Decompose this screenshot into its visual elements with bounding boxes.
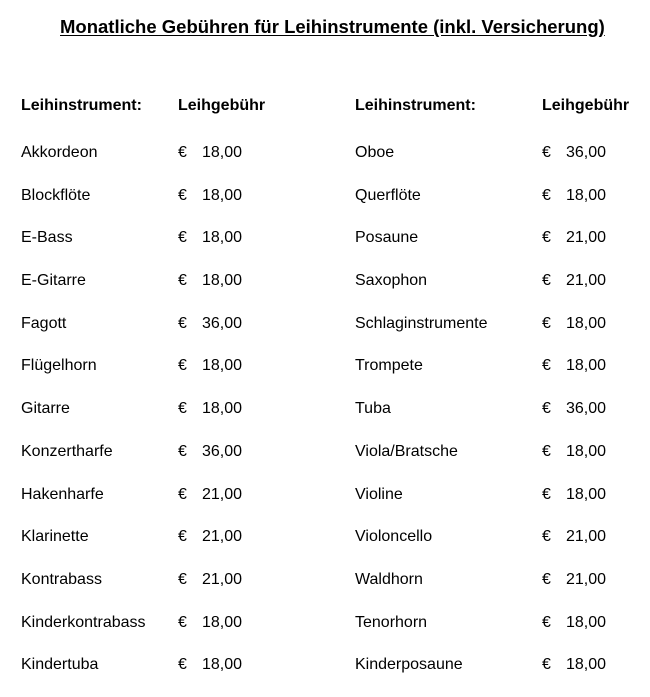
instrument-name-left: Blockflöte bbox=[21, 186, 91, 204]
instrument-name-left: Kinderkontrabass bbox=[21, 613, 146, 631]
currency-symbol: € bbox=[178, 656, 187, 674]
fee-value: 18,00 bbox=[566, 186, 607, 204]
instrument-name-left: Konzertharfe bbox=[21, 442, 113, 460]
currency-symbol: € bbox=[178, 442, 187, 460]
instrument-name-right: Viola/Bratsche bbox=[355, 442, 458, 460]
currency-symbol: € bbox=[178, 357, 187, 375]
currency-symbol: € bbox=[542, 485, 551, 503]
currency-symbol: € bbox=[178, 400, 187, 418]
instrument-name-left: Fagott bbox=[21, 314, 67, 332]
fee-value: 21,00 bbox=[202, 528, 243, 546]
fee-value: 18,00 bbox=[566, 314, 607, 332]
instrument-fee-left bbox=[178, 227, 242, 249]
instrument-fee-left bbox=[178, 612, 242, 634]
currency-symbol: € bbox=[178, 570, 187, 588]
fee-value: 36,00 bbox=[566, 144, 607, 161]
instrument-fee-right bbox=[542, 270, 606, 292]
instrument-fee-right bbox=[542, 612, 606, 634]
currency-symbol: € bbox=[542, 357, 551, 375]
fee-value: 21,00 bbox=[566, 528, 607, 546]
fee-value: 18,00 bbox=[566, 656, 607, 674]
fee-value: 18,00 bbox=[566, 485, 607, 503]
instrument-name-right: Trompete bbox=[355, 357, 423, 375]
currency-symbol: € bbox=[542, 656, 551, 674]
instrument-name-right: Oboe bbox=[355, 144, 395, 161]
fee-value: 18,00 bbox=[202, 272, 243, 290]
fee-table bbox=[21, 95, 641, 697]
instrument-fee-right bbox=[542, 142, 606, 164]
currency-symbol: € bbox=[542, 272, 551, 290]
instrument-name-right: Querflöte bbox=[355, 186, 421, 204]
instrument-fee-left bbox=[178, 526, 242, 548]
instrument-name-right: Violoncello bbox=[355, 528, 433, 546]
fee-value: 18,00 bbox=[202, 144, 243, 161]
fee-value: 36,00 bbox=[202, 314, 243, 332]
instrument-name-left: Kontrabass bbox=[21, 570, 102, 588]
fee-value: 18,00 bbox=[202, 357, 243, 375]
currency-symbol: € bbox=[542, 613, 551, 631]
currency-symbol: € bbox=[178, 272, 187, 290]
table-row bbox=[21, 270, 641, 313]
instrument-fee-right bbox=[542, 441, 606, 463]
currency-symbol: € bbox=[178, 528, 187, 546]
instrument-fee-right bbox=[542, 185, 606, 207]
instrument-name-right: Schlaginstrumente bbox=[355, 314, 488, 332]
fee-value: 18,00 bbox=[566, 613, 607, 631]
instrument-fee-right bbox=[542, 355, 606, 377]
fee-value: 18,00 bbox=[566, 357, 607, 375]
fee-value: 21,00 bbox=[202, 570, 243, 588]
fee-value: 18,00 bbox=[202, 656, 243, 674]
instrument-fee-right bbox=[542, 526, 606, 548]
header-fee-right: Leihgebühr bbox=[542, 97, 630, 114]
table-row bbox=[21, 185, 641, 228]
fee-value: 21,00 bbox=[202, 485, 243, 503]
table-row bbox=[21, 142, 641, 185]
fee-value: 36,00 bbox=[202, 442, 243, 460]
header-instrument-left: Leihinstrument: bbox=[21, 97, 142, 114]
table-row bbox=[21, 398, 641, 441]
instrument-fee-right bbox=[542, 227, 606, 249]
header-fee-left: Leihgebühr bbox=[178, 97, 266, 114]
table-body bbox=[21, 142, 641, 697]
table-row bbox=[21, 227, 641, 270]
instrument-fee-right bbox=[542, 313, 606, 335]
instrument-fee-right bbox=[542, 484, 606, 506]
fee-value: 36,00 bbox=[566, 400, 607, 418]
instrument-name-right: Violine bbox=[355, 485, 403, 503]
table-row bbox=[21, 313, 641, 356]
fee-value: 21,00 bbox=[566, 229, 607, 247]
table-row bbox=[21, 484, 641, 527]
fee-value: 18,00 bbox=[202, 186, 243, 204]
currency-symbol: € bbox=[178, 186, 187, 204]
table-row bbox=[21, 654, 641, 697]
fee-value: 21,00 bbox=[566, 272, 607, 290]
currency-symbol: € bbox=[178, 613, 187, 631]
instrument-name-left: Flügelhorn bbox=[21, 357, 97, 375]
currency-symbol: € bbox=[542, 144, 551, 161]
currency-symbol: € bbox=[542, 442, 551, 460]
fee-value: 18,00 bbox=[202, 613, 243, 631]
instrument-fee-left bbox=[178, 270, 242, 292]
currency-symbol: € bbox=[542, 400, 551, 418]
currency-symbol: € bbox=[542, 570, 551, 588]
currency-symbol: € bbox=[178, 314, 187, 332]
instrument-name-right: Posaune bbox=[355, 229, 419, 247]
table-row bbox=[21, 612, 641, 655]
instrument-fee-left bbox=[178, 654, 242, 676]
instrument-name-right: Tuba bbox=[355, 400, 391, 418]
table-row bbox=[21, 355, 641, 398]
instrument-fee-right bbox=[542, 654, 606, 676]
table-row bbox=[21, 441, 641, 484]
instrument-fee-right bbox=[542, 398, 606, 420]
instrument-fee-left bbox=[178, 441, 242, 463]
instrument-name-right: Saxophon bbox=[355, 272, 428, 290]
instrument-fee-left bbox=[178, 185, 242, 207]
instrument-name-left: E-Bass bbox=[21, 229, 73, 247]
instrument-name-right: Tenorhorn bbox=[355, 613, 428, 631]
instrument-fee-left bbox=[178, 398, 242, 420]
header-instrument-right: Leihinstrument: bbox=[355, 97, 476, 114]
currency-symbol: € bbox=[178, 144, 187, 161]
instrument-name-left: Kindertuba bbox=[21, 656, 99, 674]
instrument-fee-left bbox=[178, 313, 242, 335]
instrument-name-right: Kinderposaune bbox=[355, 656, 463, 674]
instrument-name-left: Klarinette bbox=[21, 528, 89, 546]
instrument-name-left: E-Gitarre bbox=[21, 272, 86, 290]
instrument-fee-left bbox=[178, 569, 242, 591]
table-row bbox=[21, 569, 641, 612]
currency-symbol: € bbox=[542, 229, 551, 247]
fee-value: 18,00 bbox=[202, 229, 243, 247]
table-header-row bbox=[21, 95, 641, 142]
table-row bbox=[21, 526, 641, 569]
fee-value: 21,00 bbox=[566, 570, 607, 588]
page-title: Monatliche Gebühren für Leihinstrumente (inkl. Versicherung) bbox=[60, 16, 605, 37]
currency-symbol: € bbox=[542, 528, 551, 546]
instrument-fee-left bbox=[178, 142, 242, 164]
instrument-fee-left bbox=[178, 484, 242, 506]
instrument-fee-left bbox=[178, 355, 242, 377]
fee-value: 18,00 bbox=[202, 400, 243, 418]
fee-value: 18,00 bbox=[566, 442, 607, 460]
currency-symbol: € bbox=[542, 186, 551, 204]
instrument-fee-right bbox=[542, 569, 606, 591]
instrument-name-right: Waldhorn bbox=[355, 570, 423, 588]
instrument-name-left: Gitarre bbox=[21, 400, 70, 418]
currency-symbol: € bbox=[542, 314, 551, 332]
instrument-name-left: Hakenharfe bbox=[21, 485, 104, 503]
currency-symbol: € bbox=[178, 229, 187, 247]
currency-symbol: € bbox=[178, 485, 187, 503]
instrument-name-left: Akkordeon bbox=[21, 144, 98, 161]
